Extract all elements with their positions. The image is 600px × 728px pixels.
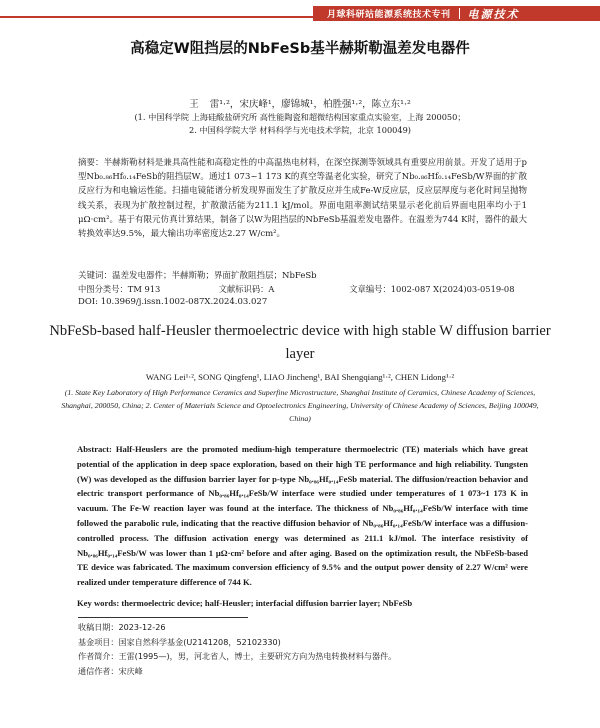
footnotes [78, 620, 528, 678]
english-authors: WANG Lei¹·², SONG Qingfeng¹, LIAO Jincheng¹, BAI Shengqiang¹·², CHEN Lidong¹·² [145, 372, 455, 382]
received-date: 收稿日期：2023-12-26 [78, 622, 166, 632]
fund-project: 基金项目：国家自然科学基金(U2141208，52102330) [78, 636, 281, 647]
footnote-rule [78, 617, 248, 618]
article-number: 文章编号：1002-087 X(2024)03-0519-08 [349, 284, 515, 294]
chinese-keywords: 关键词：温差发电器件；半赫斯勒；界面扩散阻挡层；NbFeSb [78, 271, 317, 281]
clc-number: 中图分类号：TM 913 [78, 284, 161, 294]
english-abstract: Abstract: Half-Heuslers are the promoted medium-high temperature thermoelectric (TE) materials which have great potential of the application in deep space exploration, based on their high TE performance and high reliability. Tungsten (W) was developed as the diffusion barrier layer for p-type Nb₀.₈₆Hf₀.₁₄FeSb material. The diffusion/reaction behavior and electric transport performance of Nb₀.₈₆Hf₀.₁₄FeSb/W interface were studied under temperatures of 1 073~1 173 K in vacuum. The Fe-W reaction layer was found at the interface. The thickness of Nb₀.₈₆Hf₀.₁₄FeSb/W interface with time followed the parabolic rule, indicating that the reactive diffusion behavior of Nb₀.₈₆Hf₀.₁₄FeSb/W interface was a diffusion-controlled process. The diffusion activation energy was determined as 211.1 kJ/mol. The interface resistivity of Nb₀.₈₆Hf₀.₁₄FeSb/W was lower than 1 μΩ·cm² before and after aging. Based on the optimization result, the NbFeSb-based TE device was fabricated. The maximum conversion efficiency of 9.5% and the output power density of 2.27 W/cm² were realized under temperature difference of 744 K. [77, 444, 528, 588]
journal-name: 月球科研站能源系统技术专刊 [327, 10, 451, 20]
doi: DOI: 10.3969/j.issn.1002-087X.2024.03.027 [78, 297, 268, 307]
chinese-abstract: 摘要：半赫斯勒材料是兼具高性能和高稳定性的中高温热电材料，在深空探测等领域具有重要应用前景。开发了适用于p型Nb₀.₈₆Hf₀.₁₄FeSb的阻挡层W。通过1 073~1 173 K的真空等温老化实验，研究了Nb₀.₈₆Hf₀.₁₄FeSb/W界面的扩散反应行为和电输运性能。扫描电镜能谱分析发现界面发生了扩散反应并生成Fe-W反应层，反应层厚度与老化时间呈抛物线关系，表现为扩散控制过程，扩散激活能为211.1 kJ/mol。界面电阻率测试结果显示老化前后界面电阻率均小于1 μΩ·cm²。基于有限元仿真计算结果，制备了以W为阻挡层的NbFeSb基温差发电器件。在温差为744 K时，器件的最大转换效率达9.5%，最大输出功率密度达2.27 W/cm²。 [78, 158, 527, 240]
chinese-affiliation-2: 2. 中国科学院大学 材料科学与光电技术学院，北京 100049) [188, 125, 411, 135]
document-code: 文献标识码：A [218, 284, 275, 294]
journal-column-name: 电源技术 [467, 7, 520, 21]
corresponding-author: 通信作者：宋庆峰 [78, 665, 143, 676]
english-keywords: Key words: thermoelectric device; half-Heusler; interfacial diffusion barrier layer; NbFeSb [77, 598, 413, 608]
chinese-title: 高稳定W阻挡层的NbFeSb基半赫斯勒温差发电器件 [130, 41, 470, 57]
classification-line [78, 283, 527, 295]
chinese-authors: 王 雷¹·²，宋庆峰¹，廖锦城¹，柏胜强¹·²，陈立东¹·² [189, 99, 411, 110]
english-title: NbFeSb-based half-Heusler thermoelectric device with high stable W diffusion barrier layer [49, 323, 551, 362]
chinese-affiliation-1: (1. 中国科学院 上海硅酸盐研究所 高性能陶瓷和超微结构国家重点实验室，上海 200050； [134, 112, 466, 122]
header-banner [313, 6, 600, 21]
header-divider [459, 8, 460, 19]
english-affiliation: (1. State Key Laboratory of High Performance Ceramics and Superfine Microstructure, Shanghai Institute of Ceramics, Chinese Academy of Sciences, Shanghai, 200050, China; 2. Center of Materials Science and Optoelectronics Engineering, University of Chinese Academy of Sciences, Beijing 100049, China) [61, 388, 539, 423]
journal-header [0, 0, 600, 24]
author-bio: 作者简介：王雷(1995—)，男，河北省人，博士，主要研究方向为热电转换材料与器件。 [78, 651, 397, 661]
